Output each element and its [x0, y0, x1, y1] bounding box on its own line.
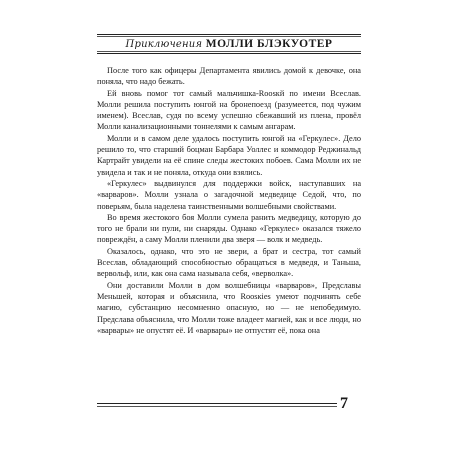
paragraph: Молли и в самом деле удалось поступить юнгой на «Геркулес». Дело решило то, что старший боцман Барбара Уоллес и коммодор Реджинальд Картрайт увидели на её спине следы жестоких побоев. Сама Молли их не увидела и так и не поняла, откуда они взялись.	[97, 133, 361, 177]
header-title-italic: Приключения	[125, 39, 203, 50]
paragraph: Во время жестокого боя Молли сумела ранить медведицу, которую до того не брали ни пули, ни снаряды. Однако «Геркулес» оказался тяжело повреждён, а саму Молли пленили два зверя — волк и медведь.	[97, 212, 361, 245]
running-header	[97, 34, 361, 54]
running-header-title	[97, 37, 361, 52]
header-title-caps: МОЛЛИ БЛЭКУОТЕР	[205, 38, 333, 50]
header-rule-bottom	[97, 53, 361, 54]
paragraph: Ей вновь помог тот самый мальчишка-Roosкй по имени Всеслав. Молли решила поступить юнгой на бронепоезд (разумеется, под чужим именем). Всеслав, судя по всему успешно сбежавший из плена, провёл Молли канализационными тоннелями к самым ангарам.	[97, 88, 361, 132]
page-number: 7	[340, 395, 348, 412]
book-page	[97, 0, 361, 450]
paragraph: После того как офицеры Департамента явились домой к девочке, она поняла, что надо бежать.	[97, 66, 361, 87]
page-footer	[97, 397, 361, 417]
paragraph: Они доставили Молли в дом волшебницы «варваров», Предславы Меньшей, которая и объяснила, что Roosкies умеют подчинять себе магию, субстанцию несомненно опасную, но — не непобедимую. Предслава объяснила, что Молли тоже владеет магией, как и все люди, но «варвары» не опустят её. И «варвары» не отпустят её, пока она	[97, 280, 361, 335]
header-rule-top	[97, 34, 361, 35]
footer-rule-thin	[97, 406, 337, 407]
header-inner-rule-bottom	[97, 51, 361, 52]
paragraph: «Геркулес» выдвинулся для поддержки войск, наступавших на «варваров». Молли узнала о загадочной медведице Седой, что, по поверьям, была наделена таинственными волшебными свойствами.	[97, 178, 361, 211]
paragraph: Оказалось, однако, что это не звери, а брат и сестра, тот самый Всеслав, обладающий способностью обращаться в медведя, и Таньша, вервольф, или, как она сама называла себя, «верволка».	[97, 246, 361, 279]
body-text	[97, 65, 361, 336]
footer-rule	[97, 403, 337, 404]
